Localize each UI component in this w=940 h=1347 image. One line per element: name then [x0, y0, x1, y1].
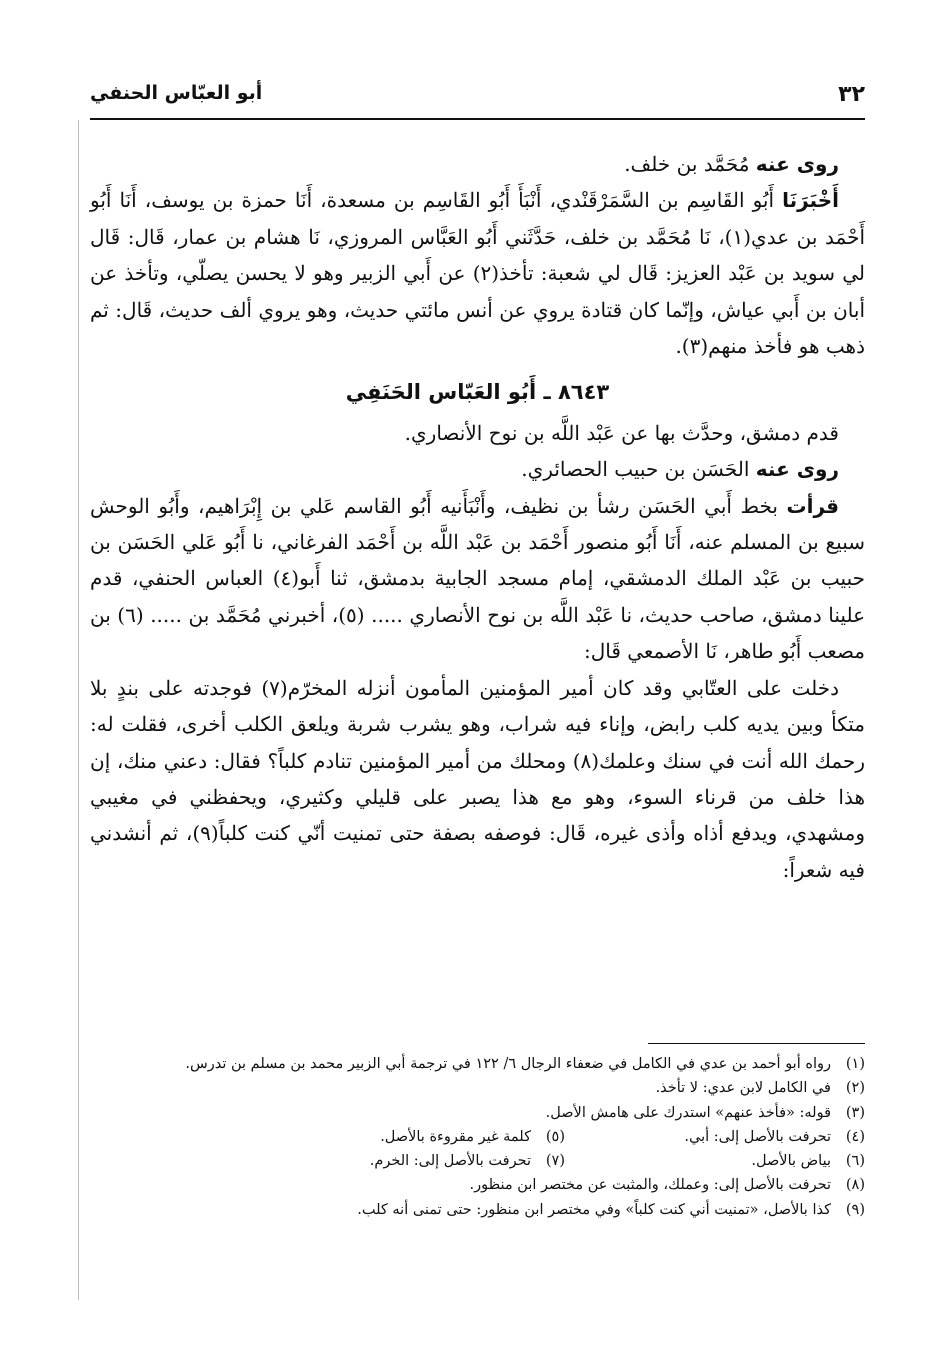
footnote — [357, 1198, 865, 1222]
footnote-row — [90, 1125, 865, 1149]
entry-heading: ٨٦٤٣ ـ أَبُو العَبّاس الحَنَفِي — [345, 380, 610, 405]
footnote-number: (٩) — [845, 1201, 865, 1218]
footnote — [546, 1101, 865, 1125]
footnote-text: في الكامل لابن عدي: لا تأخذ. — [655, 1080, 831, 1097]
paragraph-lead: روى عنه — [755, 152, 839, 176]
paragraph-text: دخلت على العتّابي وقد كان أمير المؤمنين المأمون أنزله المخرّم(٧) فوجدته على بندٍ بلا متكأ وبين يديه كلب رابض، وإناء فيه شراب، وهو يشرب شربة ويلعق الكلب أخرى، فقلت له: رحمك الله أنت في سنك وعلمك(٨) ومحلك من أمير المؤمنين تنادم كلباً؟ فقال: دعني منك، إن هذا خلف من قرناء السوء، وهو مع هذا يصبر على قليلي وكثيري، ويحفظني في مغيبي ومشهدي، ويدفع أذاه وأذى غيره، قَال: فوصفه بصفة حتى تمنيت أنّي كنت كلباً(٩)، ثم أنشدني فيه شعراً: — [90, 675, 865, 882]
footnote — [656, 1076, 865, 1100]
footnote-text: تحرفت بالأصل إلى: الخرم. — [369, 1153, 531, 1170]
footnote-number: (٨) — [845, 1177, 865, 1194]
footnotes — [90, 1052, 865, 1222]
footnote-number: (٣) — [845, 1104, 865, 1121]
footnote-text: رواه أبو أحمد بن عدي في الكامل في ضعفاء الرجال ٦/ ١٢٢ في ترجمة أبي الزبير محمد بن مسلم بن تدرس. — [185, 1056, 831, 1072]
footnote-number: (١) — [845, 1056, 865, 1072]
main-text — [90, 146, 865, 888]
footnote-row — [90, 1198, 865, 1222]
footnote-text: كذا بالأصل، «تمنيت أني كنت كلباً» وفي مختصر ابن منظور: حتى تمنى أنه كلب. — [357, 1201, 831, 1218]
paragraph-text: بخط أَبي الحَسَن رشأ بن نظيف، وأَنْبَأَنيه أَبُو القاسم عَلي بن إِبْرَاهيم، وأَبُو الوحش سبيع بن المسلم عنه، أَنَا أَبُو منصور أَحْمَد بن عَبْد اللَّه بن أَحْمَد الفرغاني، نا أَبُو عَلي الحَسَن بن حبيب بن عَبْد الملك الدمشقي، إمام مسجد الجابية بدمشق، ثنا أَبو(٤) العباس الحنفي، قدم علينا دمشق، صاحب حديث، نا عَبْد اللَّه بن نوح الأنصاري ..... (٥)، أخبرني مُحَمَّد بن ..... (٦) بن مصعب أَبُو طاهر، نَا الأصمعي قَال: — [90, 493, 866, 664]
page-header — [90, 78, 865, 118]
header-rule — [90, 118, 865, 120]
footnote — [565, 1149, 865, 1173]
paragraph-isnad — [90, 182, 865, 364]
footnote — [470, 1173, 865, 1197]
paragraph-isnad — [90, 488, 865, 670]
paragraph-text: مُحَمَّد بن خلف. — [624, 152, 756, 176]
footnote-row — [90, 1149, 865, 1173]
paragraph-narrated-by — [90, 451, 865, 487]
footnote — [565, 1125, 865, 1149]
footnote — [265, 1149, 565, 1173]
footnote-row — [90, 1173, 865, 1197]
footnote-row — [90, 1076, 865, 1100]
paragraph-text: قدم دمشق، وحدَّث بها عن عَبْد اللَّه بن نوح الأنصاري. — [404, 420, 839, 445]
footnote-text: تحرفت بالأصل إلى: وعملك، والمثبت عن مختصر ابن منظور. — [469, 1177, 831, 1194]
page-number: ٣٢ — [838, 82, 865, 107]
scan-edge-line — [78, 120, 79, 1300]
paragraph-lead: قرأت — [786, 493, 839, 518]
footnote-text: كلمة غير مقروءة بالأصل. — [380, 1128, 531, 1145]
footnote-number: (٧) — [545, 1153, 565, 1170]
footnote — [265, 1125, 565, 1149]
paragraph-lead: أَخْبَرَنَا — [782, 188, 839, 213]
footnote-text: تحرفت بالأصل إلى: أبي. — [684, 1128, 831, 1145]
footnote — [185, 1052, 865, 1076]
footnote-number: (٤) — [845, 1128, 865, 1145]
footnote-rule — [648, 1043, 865, 1044]
footnote-row — [90, 1101, 865, 1125]
footnote-number: (٢) — [845, 1080, 865, 1097]
paragraph-text: أَبُو القَاسِم بن السَّمَرْقَنْدي، أَنْبَأَ أَبُو القَاسِم بن مسعدة، أَنَا حمزة بن يوسف، أَنَا أَبُو أَحْمَد بن عدي(١)، نَا مُحَمَّد بن خلف، حَدَّثَني أَبُو العَبَّاس المروزي، نَا هشام بن عمار، قَال: قَال لي سويد بن عَبْد العزيز: قَال لي شعبة: تأخذ(٢) عن أَبي الزبير وهو لا يحسن يصلّي، وتأخذ عن أبان بن أَبي عياش، وإنّما كان قتادة يروي عن أنس مائتي حديث، وهو يروي ألف حديث، قَال: ثم ذهب هو فأخذ منهم(٣). — [90, 188, 865, 359]
footnote-number: (٦) — [845, 1153, 865, 1170]
footnote-text: قوله: «فأخذ عنهم» استدرك على هامش الأصل. — [545, 1104, 831, 1121]
footnote-text: بياض بالأصل. — [751, 1153, 831, 1170]
paragraph-narrated-by — [90, 146, 865, 182]
paragraph-text: الحَسَن بن حبيب الحصائري. — [521, 457, 756, 482]
paragraph-biography — [90, 415, 865, 451]
running-title: أبو العبّاس الحنفي — [90, 82, 263, 104]
footnote-number: (٥) — [545, 1128, 565, 1145]
paragraph-lead: روى عنه — [755, 457, 839, 482]
paragraph-story — [90, 670, 865, 888]
footnote-row — [90, 1052, 865, 1076]
